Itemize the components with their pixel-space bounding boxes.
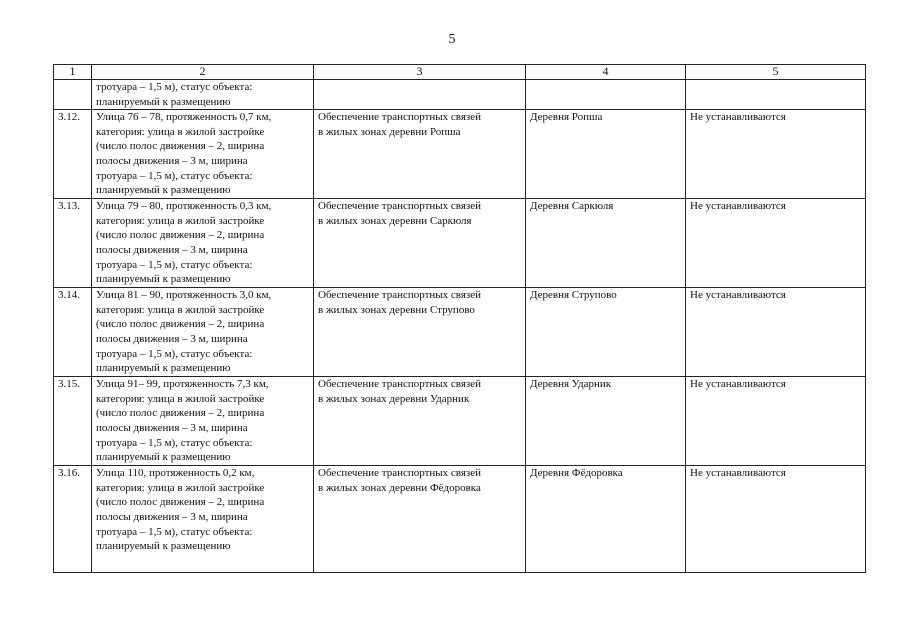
header-col-5: 5 (686, 65, 866, 80)
header-col-3: 3 (314, 65, 526, 80)
row-number: 3.15. (54, 377, 92, 466)
row-number: 3.16. (54, 466, 92, 573)
object-description: Улица 76 – 78, протяженность 0,7 км, категория: улица в жилой застройке (число полос движения – 2, ширина полосы движения – 3 м, ширина тротуара – 1,5 м), статус объекта: планируемый к размещению (92, 110, 314, 199)
object-zones: Не устанавливаются (686, 466, 866, 573)
object-location: Деревня Ропша (526, 110, 686, 199)
table-row (54, 466, 866, 573)
object-location: Деревня Ударник (526, 377, 686, 466)
table-row (54, 288, 866, 377)
row-number: 3.14. (54, 288, 92, 377)
table-body (54, 80, 866, 573)
row-number: 3.12. (54, 110, 92, 199)
object-purpose: Обеспечение транспортных связей в жилых зонах деревни Саркюля (314, 199, 526, 288)
table-row (54, 199, 866, 288)
table-row (54, 110, 866, 199)
object-zones: Не устанавливаются (686, 199, 866, 288)
page-number: 5 (448, 32, 456, 47)
object-purpose: Обеспечение транспортных связей в жилых зонах деревни Фёдоровка (314, 466, 526, 573)
table-header (54, 65, 866, 80)
object-zones (686, 80, 866, 110)
object-purpose (314, 80, 526, 110)
row-number: 3.13. (54, 199, 92, 288)
object-location: Деревня Фёдоровка (526, 466, 686, 573)
object-zones: Не устанавливаются (686, 110, 866, 199)
object-purpose: Обеспечение транспортных связей в жилых зонах деревни Ударник (314, 377, 526, 466)
table-row (54, 377, 866, 466)
object-description: тротуара – 1,5 м), статус объекта: планируемый к размещению (92, 80, 314, 110)
row-number (54, 80, 92, 110)
object-purpose: Обеспечение транспортных связей в жилых зонах деревни Струпово (314, 288, 526, 377)
object-description: Улица 91– 99, протяженность 7,3 км, категория: улица в жилой застройке (число полос движения – 2, ширина полосы движения – 3 м, ширина тротуара – 1,5 м), статус объекта: планируемый к размещению (92, 377, 314, 466)
header-col-1: 1 (54, 65, 92, 80)
object-location: Деревня Струпово (526, 288, 686, 377)
header-col-4: 4 (526, 65, 686, 80)
header-col-2: 2 (92, 65, 314, 80)
header-row (54, 65, 866, 80)
object-zones: Не устанавливаются (686, 288, 866, 377)
object-location (526, 80, 686, 110)
object-zones: Не устанавливаются (686, 377, 866, 466)
object-purpose: Обеспечение транспортных связей в жилых зонах деревни Ропша (314, 110, 526, 199)
objects-table (53, 64, 866, 573)
object-description: Улица 110, протяженность 0,2 км, категория: улица в жилой застройке (число полос движения – 2, ширина полосы движения – 3 м, ширина тротуара – 1,5 м), статус объекта: планируемый к размещению (92, 466, 314, 573)
object-description: Улица 81 – 90, протяженность 3,0 км, категория: улица в жилой застройке (число полос движения – 2, ширина полосы движения – 3 м, ширина тротуара – 1,5 м), статус объекта: планируемый к размещению (92, 288, 314, 377)
continuation-row (54, 80, 866, 110)
object-description: Улица 79 – 80, протяженность 0,3 км, категория: улица в жилой застройке (число полос движения – 2, ширина полосы движения – 3 м, ширина тротуара – 1,5 м), статус объекта: планируемый к размещению (92, 199, 314, 288)
object-location: Деревня Саркюля (526, 199, 686, 288)
